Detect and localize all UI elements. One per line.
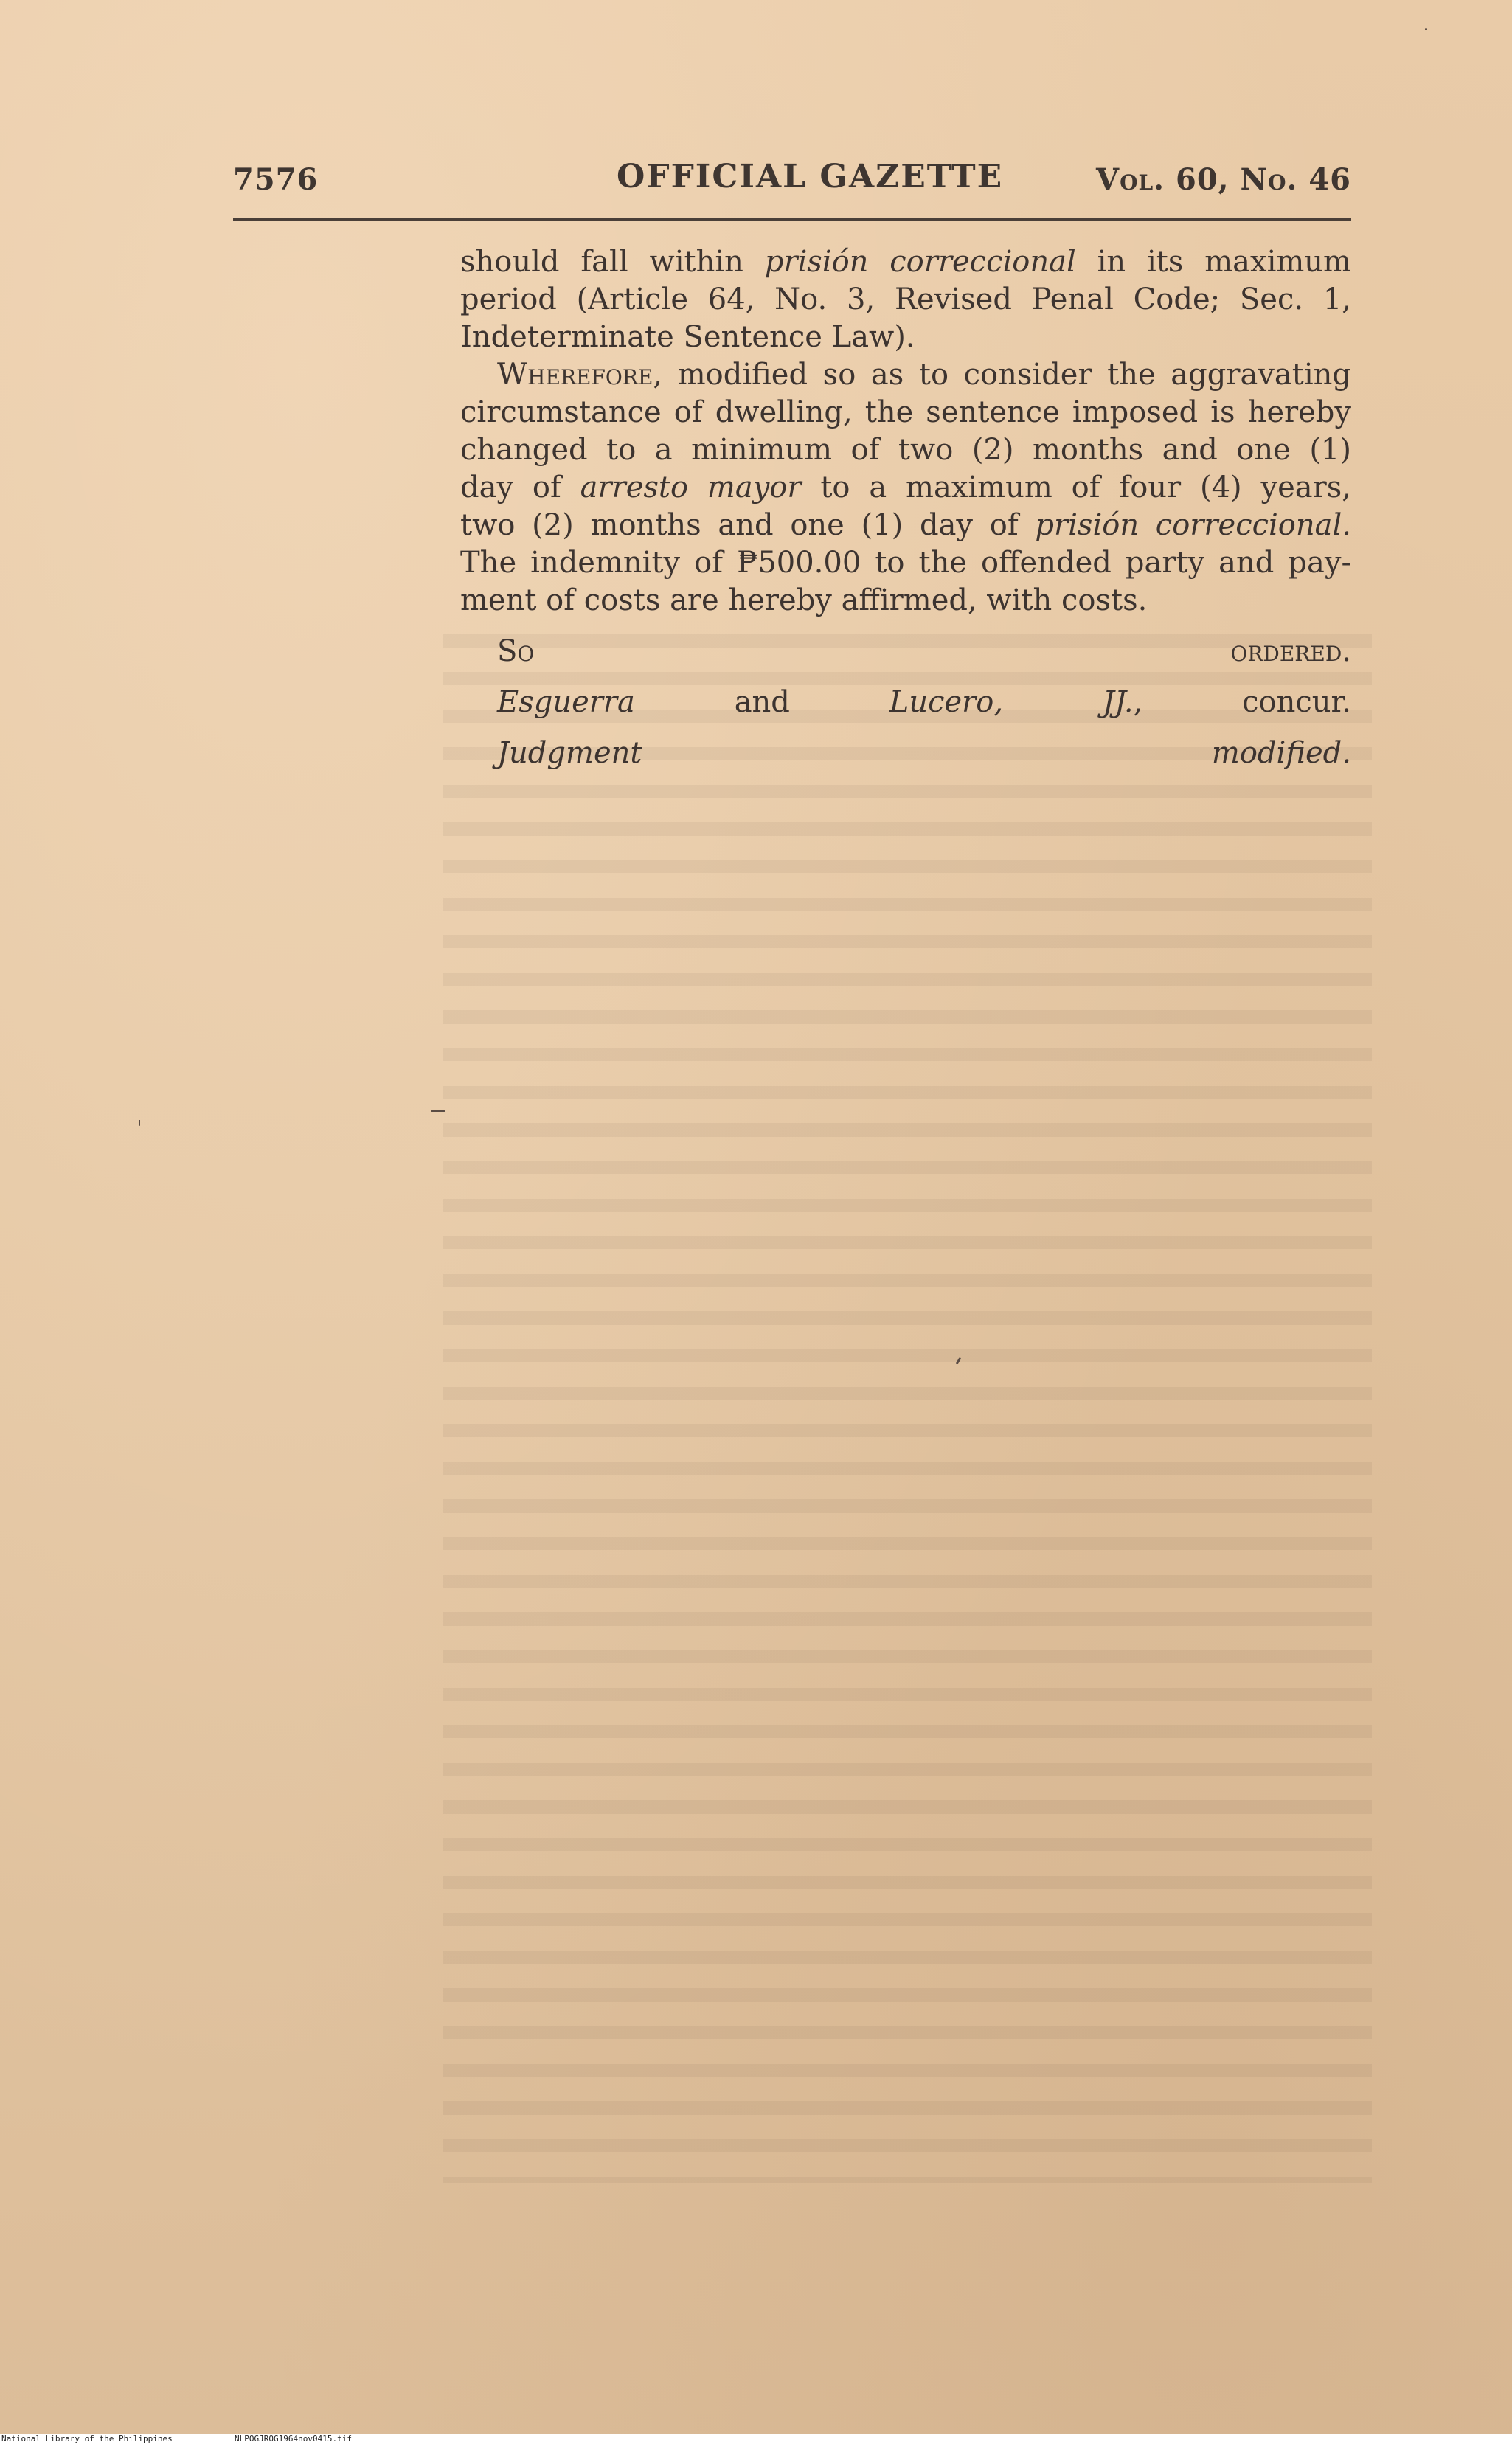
italic-term: prisión correccional.	[1035, 508, 1352, 542]
text-line: changed to a minimum of two (2) months and one (1)	[460, 433, 1351, 467]
concurrence-line	[460, 684, 1351, 721]
footer-bar	[0, 2434, 1512, 2445]
text-run: and	[634, 685, 889, 719]
disposition-text: Judgment modified.	[497, 736, 1351, 770]
judgment-disposition	[460, 735, 1351, 772]
justice-name: Esguerra	[497, 685, 635, 719]
text-line: The indemnity of ₱500.00 to the offended party and pay-	[460, 546, 1351, 580]
scan-speck	[139, 1120, 140, 1126]
italic-term: prisión correccional	[764, 245, 1076, 279]
text-line	[460, 243, 1351, 281]
text-run: , modified so as to consider the aggravating	[653, 358, 1351, 392]
scan-speck	[956, 1357, 962, 1364]
text-run: two (2) months and one (1) day of	[460, 508, 1036, 542]
text-run: to a maximum of four (4) years,	[801, 471, 1351, 504]
text-line: Indeterminate Sentence Law).	[460, 320, 915, 354]
text-run: should fall within	[460, 245, 765, 279]
text-line	[460, 507, 1351, 544]
wherefore-lead: Wherefore	[497, 358, 653, 392]
so-ordered: So ordered.	[497, 634, 1351, 668]
text-run: day of	[460, 471, 580, 504]
publication-title: OFFICIAL GAZETTE	[617, 158, 1004, 195]
text-line: period (Article 64, No. 3, Revised Penal Code; Sec. 1,	[460, 282, 1351, 316]
paragraph-sentence-range	[460, 243, 1351, 356]
article-body	[460, 243, 1351, 772]
text-line: ment of costs are hereby affirmed, with costs.	[460, 583, 1148, 617]
library-credit: National Library of the Philippines	[1, 2434, 173, 2444]
text-run: in its maximum	[1075, 245, 1351, 279]
scan-speck	[1425, 28, 1427, 30]
text-line: circumstance of dwelling, the sentence imposed is hereby	[460, 395, 1351, 429]
page-header	[233, 155, 1351, 207]
text-run: , concur.	[1133, 685, 1351, 719]
justice-name: Lucero, JJ.	[889, 685, 1134, 719]
show-through-texture	[443, 634, 1372, 2183]
scan-filename: NLPOGJROG1964nov0415.tif	[235, 2434, 352, 2444]
italic-term: arresto mayor	[580, 471, 802, 504]
page-number: 7576	[233, 162, 319, 197]
volume-issue: Vol. 60, No. 46	[1096, 162, 1351, 197]
paragraph-wherefore	[460, 356, 1351, 620]
text-line	[460, 356, 1351, 394]
text-line	[460, 469, 1351, 507]
header-rule	[233, 218, 1351, 221]
scan-speck	[431, 1110, 445, 1112]
